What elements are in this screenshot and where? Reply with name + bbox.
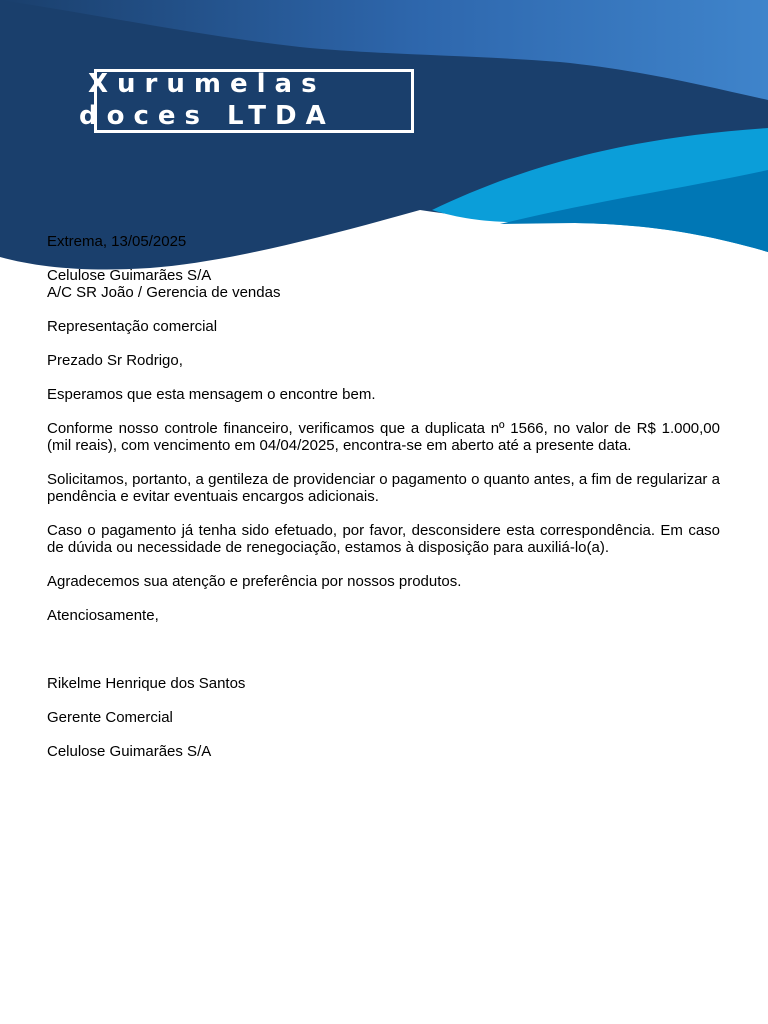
paragraph-request: Solicitamos, portanto, a gentileza de providenciar o pagamento o quanto antes, a fim de regularizar a pendência e evitar eventuais encargos adicionais.: [47, 471, 720, 505]
letter-body: [47, 233, 720, 760]
date-line: Extrema, 13/05/2025: [47, 233, 187, 250]
paragraph-invoice: Conforme nosso controle financeiro, verificamos que a duplicata nº 1566, no valor de R$ 1.000,00 (mil reais), com vencimento em 04/04/2025, encontra-se em aberto até a presente data.: [47, 420, 720, 454]
opening-line: Esperamos que esta mensagem o encontre bem.: [47, 386, 376, 403]
signature-name: Rikelme Henrique dos Santos: [47, 675, 246, 692]
company-name-line-2: doces LTDA: [79, 101, 335, 131]
signature-company: Celulose Guimarães S/A: [47, 743, 212, 760]
signature-title: Gerente Comercial: [47, 709, 173, 726]
paragraph-disregard: Caso o pagamento já tenha sido efetuado, por favor, desconsidere esta correspondência. Em caso de dúvida ou necessidade de renegociação, estamos à disposição para auxiliá-lo(a).: [47, 522, 720, 556]
thanks-line: Agradecemos sua atenção e preferência por nossos produtos.: [47, 573, 462, 590]
recipient-company: Celulose Guimarães S/A: [47, 267, 212, 284]
subject-line: Representação comercial: [47, 318, 218, 335]
company-name-line-1: Xurumelas: [88, 69, 326, 99]
recipient-attention: A/C SR João / Gerencia de vendas: [47, 284, 281, 301]
closing-line: Atenciosamente,: [47, 607, 159, 624]
greeting: Prezado Sr Rodrigo,: [47, 352, 183, 369]
